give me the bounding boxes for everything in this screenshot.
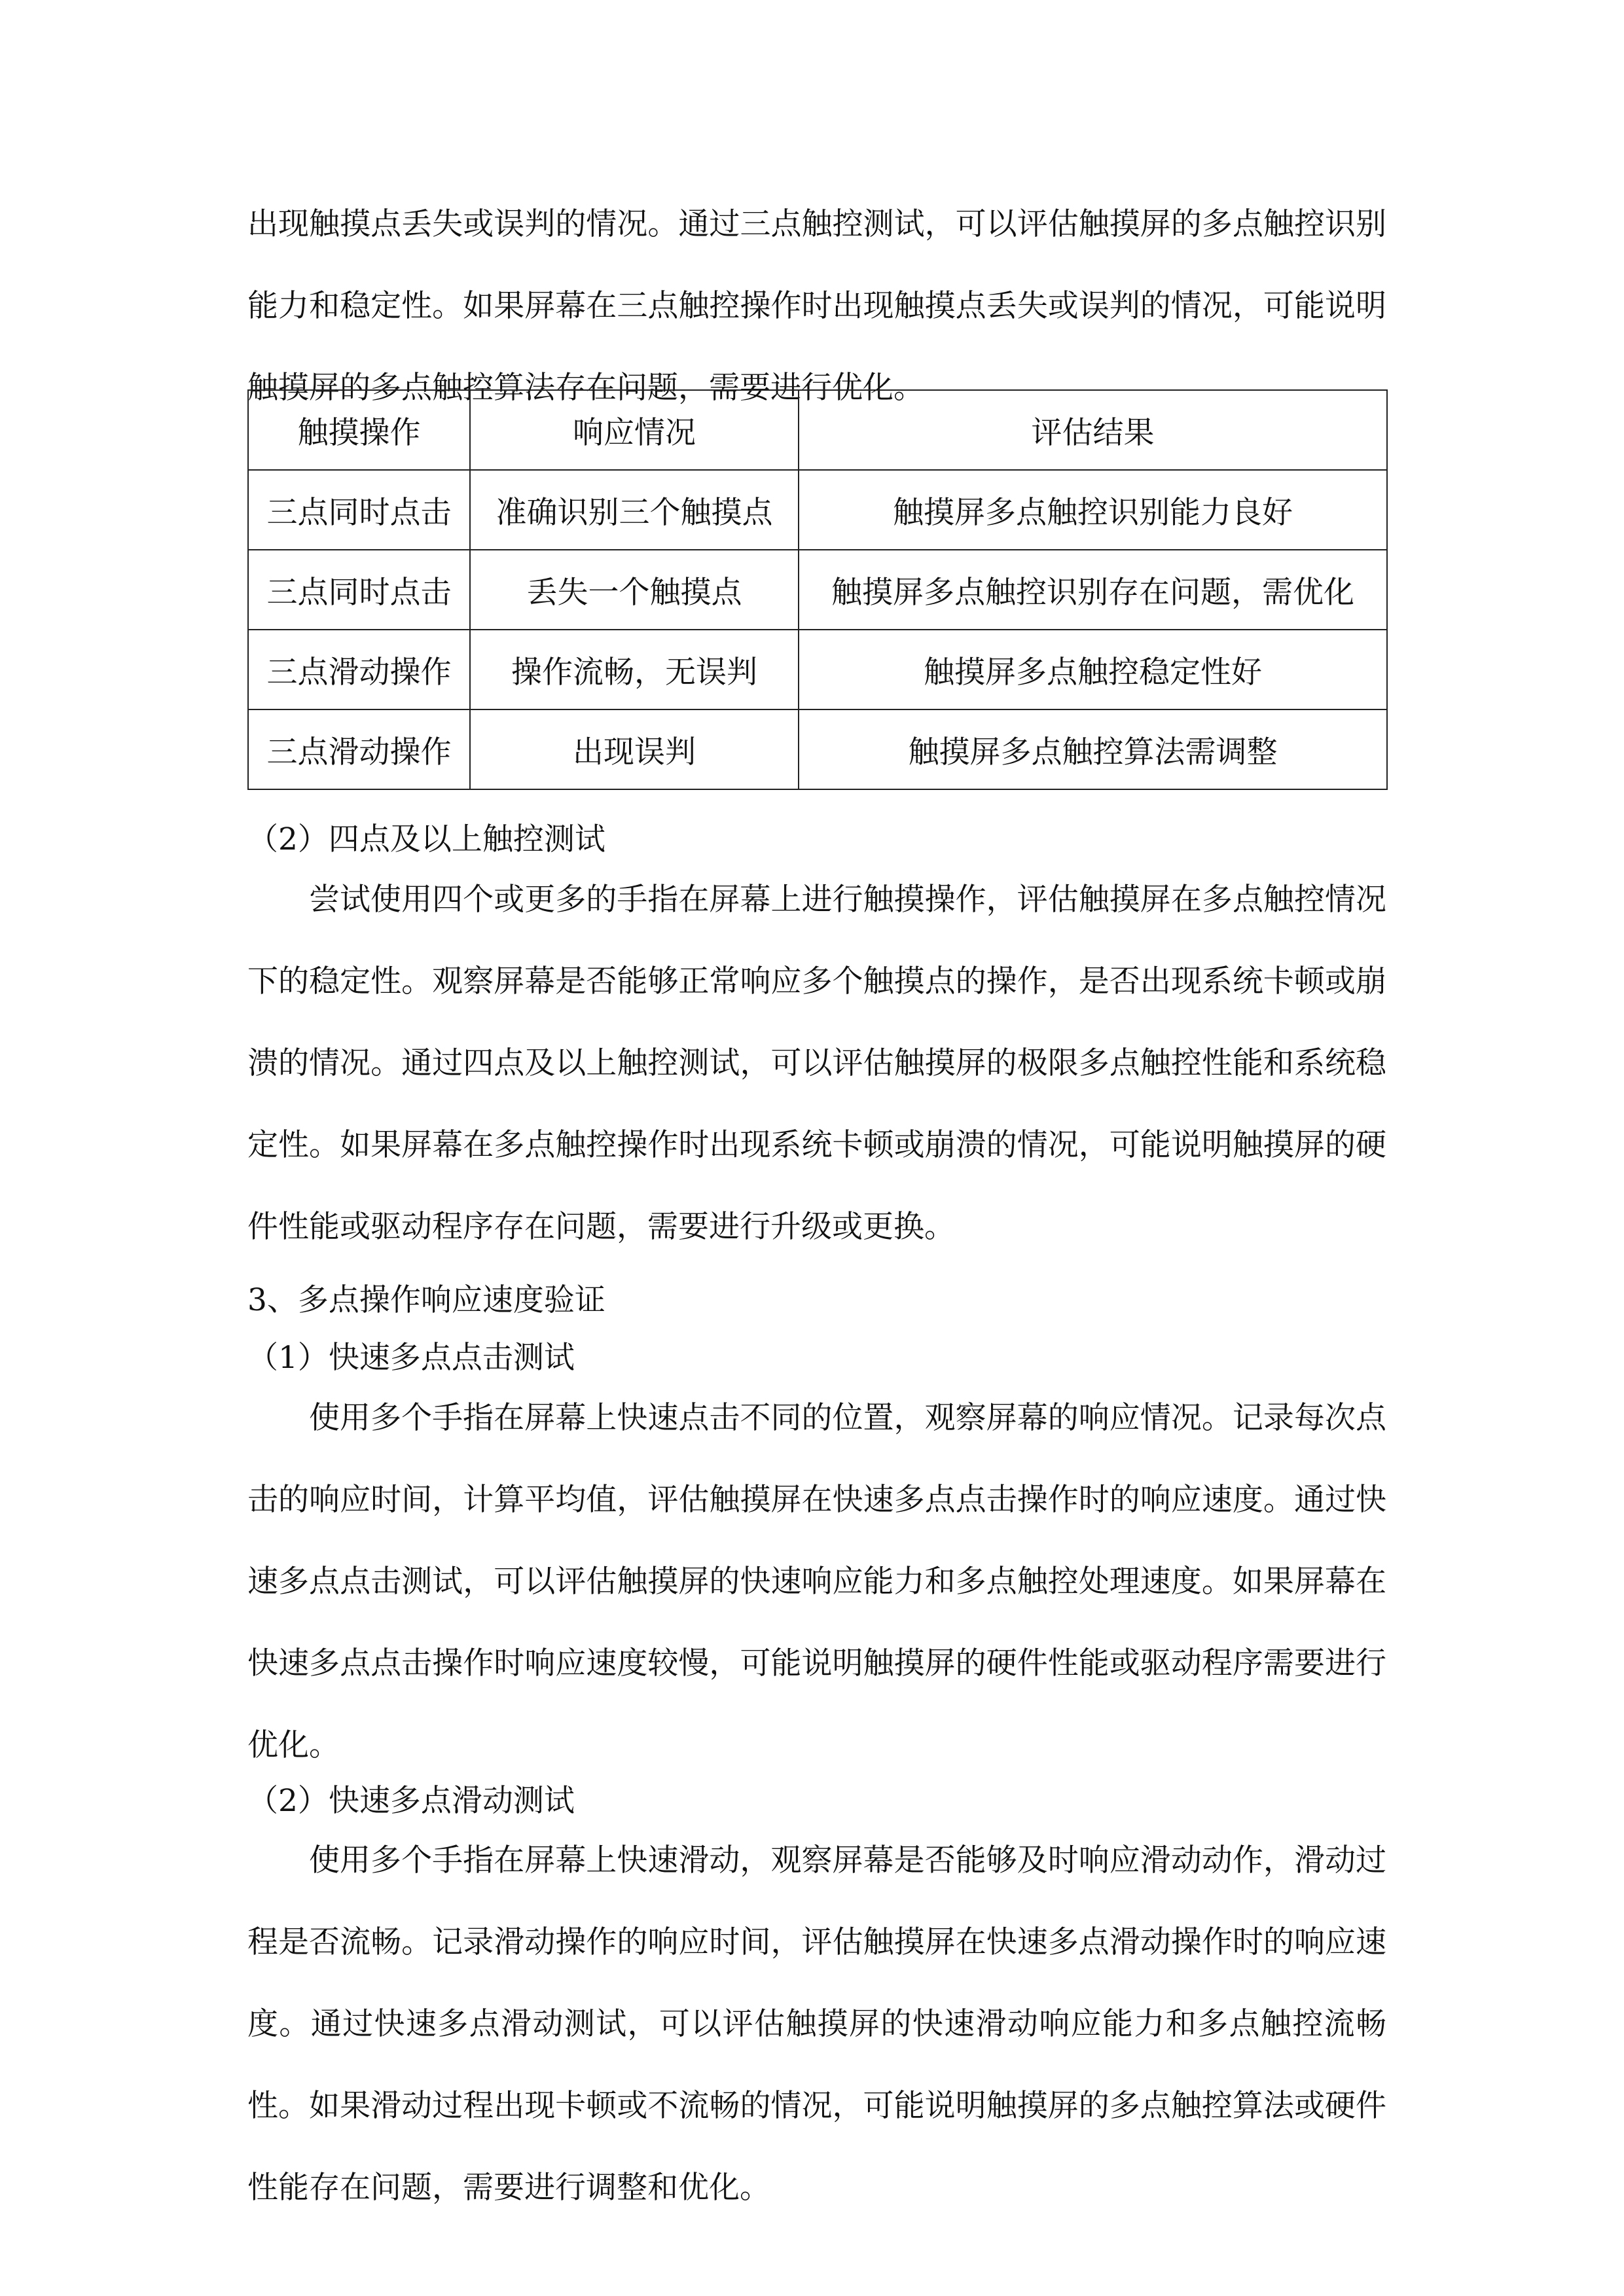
table-cell: 三点同时点击 (248, 550, 470, 630)
table-row (248, 470, 1387, 550)
table-cell: 触摸屏多点触控稳定性好 (799, 630, 1387, 709)
section-heading-3: 3、多点操作响应速度验证 (247, 1282, 605, 1318)
table-cell: 准确识别三个触摸点 (470, 470, 799, 550)
fast-tap-paragraph: 使用多个手指在屏幕上快速点击不同的位置，观察屏幕的响应情况。记录每次点击的响应时间，计算平均值，评估触摸屏在快速多点点击操作时的响应速度。通过快速多点点击测试，可以评估触摸屏的快速响应能力和多点触控处理速度。如果屏幕在快速多点点击操作时响应速度较慢，可能说明触摸屏的硬件性能或驱动程序需要进行优化。 (247, 1400, 1386, 1763)
table-cell: 三点同时点击 (248, 470, 470, 550)
four-point-paragraph: 尝试使用四个或更多的手指在屏幕上进行触摸操作，评估触摸屏在多点触控情况下的稳定性。观察屏幕是否能够正常响应多个触摸点的操作，是否出现系统卡顿或崩溃的情况。通过四点及以上触控测试，可以评估触摸屏的极限多点触控性能和系统稳定性。如果屏幕在多点触控操作时出现系统卡顿或崩溃的情况，可能说明触摸屏的硬件性能或驱动程序存在问题，需要进行升级或更换。 (247, 882, 1386, 1245)
table-cell: 触摸屏多点触控识别能力良好 (799, 470, 1387, 550)
subsection-heading-four-point: （2）四点及以上触控测试 (247, 821, 605, 857)
table-header-cell: 评估结果 (799, 390, 1387, 470)
table-cell: 触摸屏多点触控识别存在问题，需优化 (799, 550, 1387, 630)
fast-tap-paragraph-block (247, 1377, 1386, 1786)
table-cell: 丢失一个触摸点 (470, 550, 799, 630)
table-header-row (248, 390, 1387, 470)
table-cell: 操作流畅，无误判 (470, 630, 799, 709)
intro-paragraph: 出现触摸点丢失或误判的情况。通过三点触控测试，可以评估触摸屏的多点触控识别能力和稳定性。如果屏幕在三点触控操作时出现触摸点丢失或误判的情况，可能说明触摸屏的多点触控算法存在问题，需要进行优化。 (247, 206, 1386, 406)
fast-slide-paragraph: 使用多个手指在屏幕上快速滑动，观察屏幕是否能够及时响应滑动动作，滑动过程是否流畅。记录滑动操作的响应时间，评估触摸屏在快速多点滑动操作时的响应速度。通过快速多点滑动测试，可以评估触摸屏的快速滑动响应能力和多点触控流畅性。如果滑动过程出现卡顿或不流畅的情况，可能说明触摸屏的多点触控算法或硬件性能存在问题，需要进行调整和优化。 (247, 1842, 1386, 2206)
table-cell: 三点滑动操作 (248, 630, 470, 709)
table-cell: 三点滑动操作 (248, 709, 470, 789)
table-row (248, 550, 1387, 630)
table-cell: 出现误判 (470, 709, 799, 789)
four-point-paragraph-block (247, 859, 1386, 1268)
touch-test-table (247, 389, 1388, 790)
table-header-cell: 响应情况 (470, 390, 799, 470)
subsection-heading-fast-tap: （1）快速多点点击测试 (247, 1340, 575, 1376)
table-cell: 触摸屏多点触控算法需调整 (799, 709, 1387, 789)
table-row (248, 630, 1387, 709)
table-header-cell: 触摸操作 (248, 390, 470, 470)
table-row (248, 709, 1387, 789)
fast-slide-paragraph-block (247, 1820, 1386, 2229)
subsection-heading-fast-slide: （2）快速多点滑动测试 (247, 1783, 575, 1819)
